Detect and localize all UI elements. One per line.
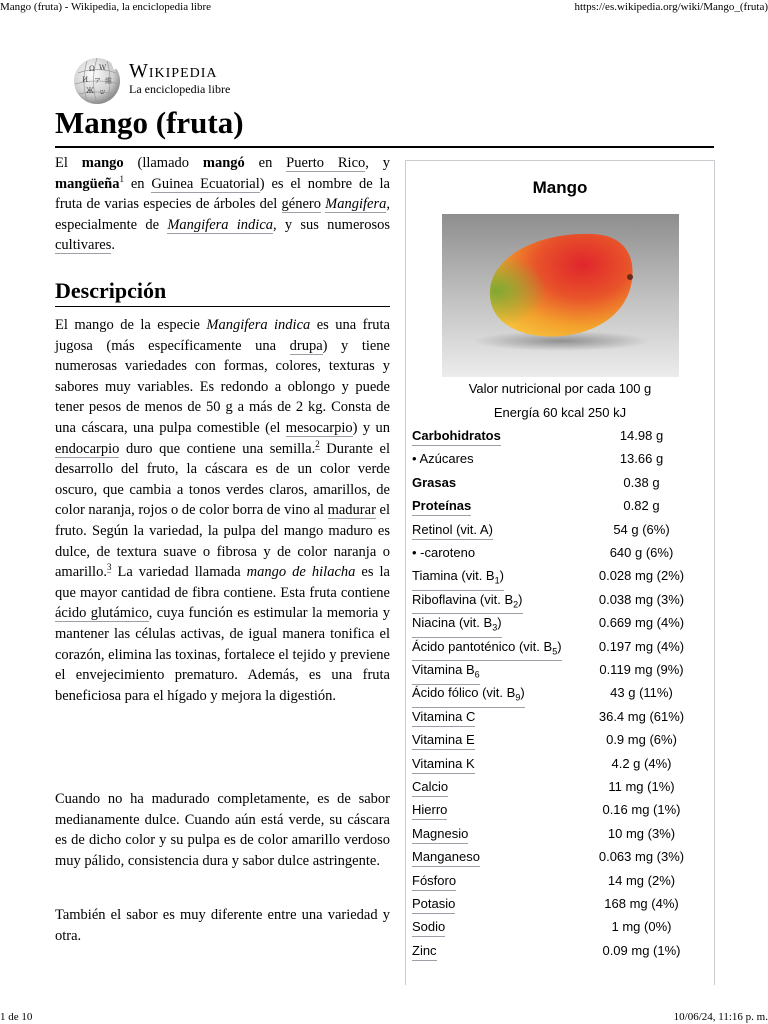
nutrient-value: 4.2 g (4%) (611, 755, 672, 771)
nutrient-value: 36.4 mg (61%) (598, 708, 685, 724)
globe-glyph: W (99, 64, 107, 72)
nutrient-label-text: Magnesio (412, 825, 469, 841)
text: es una fruta jugosa (más específicamente una (55, 317, 390, 354)
nutrition-row (412, 708, 710, 728)
nutrient-label[interactable] (412, 918, 445, 937)
page-title: Mango (fruta) (55, 105, 244, 140)
nutrient-label-text: Ácido pantoténico (vit. B (412, 638, 553, 654)
nutrient-label-text: • -caroteno (412, 545, 476, 560)
nutrient-value: 0.063 mg (3%) (598, 849, 685, 865)
nutrient-value: 0.16 mg (1%) (602, 802, 681, 818)
link-mangifera[interactable]: Mangifera (325, 196, 387, 213)
nutrient-value: 54 g (6%) (613, 521, 670, 537)
text: , cuya función es estimular la memoria y mantener las células activas, de igual manera tonifica el corazón, elimina las toxinas, fortalece el tejido y previene el envejecimiento prematuro. Además, es una fruta beneficiosa para el hígado y mejora la digestión. (55, 605, 390, 704)
link-guinea-ecuatorial[interactable]: Guinea Ecuatorial (151, 175, 260, 192)
nutrient-label[interactable] (412, 825, 468, 844)
nutrient-label[interactable] (412, 497, 471, 516)
nutrient-label-text: Sodio (412, 919, 446, 935)
text: en (123, 175, 152, 192)
link-acido-glutamico[interactable]: ácido glutámico (55, 605, 149, 622)
text: , especialmente de (55, 196, 391, 233)
nutrition-row (412, 544, 710, 564)
globe-glyph: 維 (105, 77, 112, 85)
nutrient-label-text: Carbohidratos (412, 428, 501, 443)
nutrient-value: 0.197 mg (4%) (598, 638, 685, 654)
nutrient-label[interactable] (412, 778, 448, 797)
nutrient-value: 0.038 mg (3%) (598, 591, 685, 607)
infobox (405, 160, 715, 985)
nutrition-row (412, 638, 710, 658)
nutrient-value: 1 mg (0%) (611, 919, 672, 935)
nutrient-label-text: Potasio (412, 896, 456, 911)
nutrition-row (412, 684, 710, 704)
nutrition-row (412, 825, 710, 845)
nutrient-label-text: Riboflavina (vit. B (412, 591, 514, 607)
description-paragraph-3: También el sabor es muy diferente entre una variedad y otra. (55, 907, 390, 944)
nutrient-label-suffix: ) (557, 638, 562, 654)
nutrition-row (412, 755, 710, 775)
nutrient-label-text: Calcio (412, 779, 449, 794)
wikipedia-wordmark[interactable] (129, 60, 230, 96)
nutrient-value: 13.66 g (619, 451, 664, 467)
nutrient-label[interactable] (412, 708, 475, 727)
nutrient-label-text: Grasas (412, 474, 457, 490)
text: El mango de la especie (55, 317, 207, 333)
nutrient-label[interactable] (412, 614, 502, 638)
nutrient-label-suffix: ) (499, 568, 504, 584)
link-puerto-rico[interactable]: Puerto Rico (286, 155, 366, 171)
intro-paragraph (55, 153, 390, 256)
nutrition-row (412, 614, 710, 634)
nutrient-label-suffix: ) (520, 685, 525, 701)
nutrient-label-text: Retinol (vit. A) (412, 521, 493, 537)
nutrient-value: 0.669 mg (4%) (598, 615, 685, 631)
text: duro que contiene una semilla. (119, 440, 316, 457)
link-madurar[interactable]: madurar (327, 502, 376, 519)
nutrition-row (412, 591, 710, 611)
text: ) y un (352, 419, 390, 436)
infobox-title: Mango (532, 178, 588, 197)
section-heading-descripcion: Descripción (55, 278, 167, 303)
citation-1[interactable]: 1 (119, 173, 124, 184)
print-footer-page: 1 de 10 (0, 1011, 33, 1023)
nutrition-row (412, 427, 710, 447)
nutrient-value: 0.028 mg (2%) (598, 568, 685, 584)
nutrient-label-text: • Azúcares (412, 451, 474, 467)
text: (llamado (123, 155, 203, 171)
nutrient-label[interactable] (412, 942, 437, 961)
bold-term: mangó (202, 155, 245, 171)
description-paragraph-1 (55, 315, 390, 706)
text: , y sus numerosos (273, 216, 390, 233)
nutrient-label-text: Fósforo (412, 872, 457, 888)
link-genero[interactable]: género (281, 196, 321, 213)
nutrient-value: 0.9 mg (6%) (606, 732, 677, 748)
wordmark-tagline: La enciclopedia libre (129, 82, 231, 96)
nutrient-subscript: 9 (515, 692, 521, 703)
text: La variedad llamada (111, 564, 247, 581)
text: . (111, 237, 115, 254)
nutrient-subscript: 2 (513, 599, 519, 610)
nutrient-value: 14.98 g (619, 428, 664, 443)
nutrient-value: 43 g (11%) (610, 685, 673, 701)
nutrition-row (412, 801, 710, 821)
description-paragraph-2: Cuando no ha madurado completamente, es de sabor medianamente dulce. Cuando aún está verde, su cáscara es de dicho color y su pulpa es de color amarillo verdoso muy pálido, consistencia dura y sabor dulce astringente. (55, 791, 390, 869)
nutrient-value: 168 mg (4%) (604, 896, 679, 911)
globe-glyph: Ж (86, 87, 94, 95)
nutrition-row (412, 731, 710, 751)
nutrition-row (412, 450, 710, 470)
nutrient-value: 640 g (6%) (609, 545, 674, 560)
nutrition-row (412, 848, 710, 868)
nutrient-label[interactable] (412, 638, 562, 662)
italic-term: mango de hilacha (246, 564, 356, 581)
nutrient-subscript: 6 (474, 669, 480, 680)
nutrition-row (412, 567, 710, 587)
nutrient-label[interactable] (412, 684, 525, 708)
nutrient-label[interactable] (412, 872, 456, 891)
bold-term: mango (81, 155, 124, 171)
print-header-title: Mango (fruta) - Wikipedia, la enciclopedia libre (0, 1, 212, 13)
nutrient-label-text: Manganeso (412, 849, 480, 865)
text: , y (365, 155, 390, 171)
nutrient-label[interactable] (412, 521, 493, 540)
nutrient-label[interactable] (412, 848, 480, 867)
citation-2[interactable]: 2 (315, 438, 320, 449)
nutrition-row (412, 872, 710, 892)
nutrient-value: 0.119 mg (9%) (599, 662, 684, 677)
nutrient-label (412, 450, 474, 468)
nutrient-label-text: Tiamina (vit. B (412, 568, 495, 584)
nutrient-label-text: Vitamina K (412, 755, 475, 771)
citation-3[interactable]: 3 (106, 562, 112, 573)
nutrient-label (412, 544, 475, 562)
globe-glyph: Ω (89, 65, 95, 73)
nutrient-value: 10 mg (3%) (607, 825, 676, 841)
nutrient-label[interactable] (412, 801, 447, 820)
nutrient-label[interactable] (412, 755, 475, 774)
nutrient-label-text: Niacina (vit. B (412, 615, 493, 631)
nutrition-row (412, 521, 710, 541)
nutrition-row (412, 661, 710, 681)
nutrient-label-text: Vitamina B (412, 662, 475, 677)
link-mesocarpio[interactable]: mesocarpio (285, 419, 353, 436)
nutrient-label-suffix: ) (518, 591, 523, 607)
nutrient-subscript: 1 (494, 575, 500, 586)
nutrient-label-text: Ácido fólico (vit. B (412, 685, 516, 701)
nutrient-label[interactable] (412, 427, 501, 446)
nutrient-value: 0.82 g (623, 498, 660, 514)
section-divider (55, 306, 390, 307)
text: en (244, 155, 287, 171)
text: El (55, 155, 82, 171)
nutrient-label[interactable] (412, 591, 523, 615)
link-drupa[interactable]: drupa (289, 337, 323, 354)
nutrient-label[interactable] (412, 661, 480, 685)
nutrition-row (412, 895, 710, 915)
link-cultivares[interactable]: cultivares (55, 237, 112, 254)
print-footer-datetime: 10/06/24, 11:16 p. m. (673, 1011, 768, 1023)
nutrition-row (412, 778, 710, 798)
nutrient-label (412, 474, 456, 492)
nutrition-row (412, 942, 710, 962)
print-header-url[interactable]: https://es.wikipedia.org/wiki/Mango_(fruta) (574, 1, 768, 13)
nutrient-label[interactable] (412, 731, 475, 750)
title-divider (55, 146, 714, 148)
nutrient-value: 11 mg (1%) (608, 779, 675, 794)
nutrient-label[interactable] (412, 567, 504, 591)
italic-term: Mangifera indica (206, 317, 311, 333)
nutrient-value: 0.38 g (623, 474, 660, 490)
globe-glyph: ש (100, 88, 105, 96)
mango-image[interactable] (442, 214, 679, 377)
text: ) es el nombre de la fruta de varias especies de árboles del (55, 175, 390, 213)
nutrient-subscript: 3 (492, 622, 498, 633)
nutrient-value: 14 mg (2%) (607, 872, 676, 888)
link-endocarpio[interactable]: endocarpio (55, 440, 120, 457)
nutrient-label-suffix: ) (497, 615, 502, 631)
nutrient-subscript: 5 (552, 646, 558, 657)
text: es la que mayor cantidad de fibra contiene. Esta fruta contiene (55, 564, 390, 601)
nutrient-label-text: Vitamina E (412, 732, 475, 748)
link-mangifera-indica[interactable]: Mangifera indica (167, 216, 274, 233)
nutrient-value: 0.09 mg (1%) (602, 942, 681, 958)
wordmark-name: Wikipedia (129, 60, 218, 82)
nutrition-row (412, 497, 710, 517)
nutrient-label[interactable] (412, 895, 455, 914)
wikipedia-globe-icon[interactable] (72, 56, 122, 106)
text: el fruto. Según la variedad, la pulpa del mango maduro es dulce, de textura suave o fibrosa y de color naranja o amarillo. (55, 502, 390, 581)
text: ) y tiene numerosas variedades con formas, colores, texturas y sabores muy variables. Es redondo a oblongo y puede tener pesos de menos de 50 g a más de 2 kg. Consta de una cáscara, una pulpa comestible (el (55, 337, 390, 436)
nutrition-caption: Valor nutricional por cada 100 g (468, 381, 652, 396)
nutrient-label-text: Vitamina C (412, 708, 476, 724)
bold-term: mangüeña (55, 175, 120, 192)
nutrition-row (412, 918, 710, 938)
globe-glyph: ア (94, 77, 101, 85)
nutrient-label-text: Hierro (412, 802, 448, 818)
nutrient-label-text: Proteínas (412, 498, 472, 514)
globe-glyph: И (82, 76, 89, 84)
nutrient-label-text: Zinc (412, 942, 437, 958)
nutrition-row (412, 474, 710, 494)
energy-caption: Energía 60 kcal 250 kJ (493, 405, 627, 420)
text: Durante el desarrollo del fruto, la cáscara es de un color verde oscuro, que cambia a tonos verdes claros, amarillos, de color naranja, rojos o de color borra de vino al (55, 440, 390, 519)
